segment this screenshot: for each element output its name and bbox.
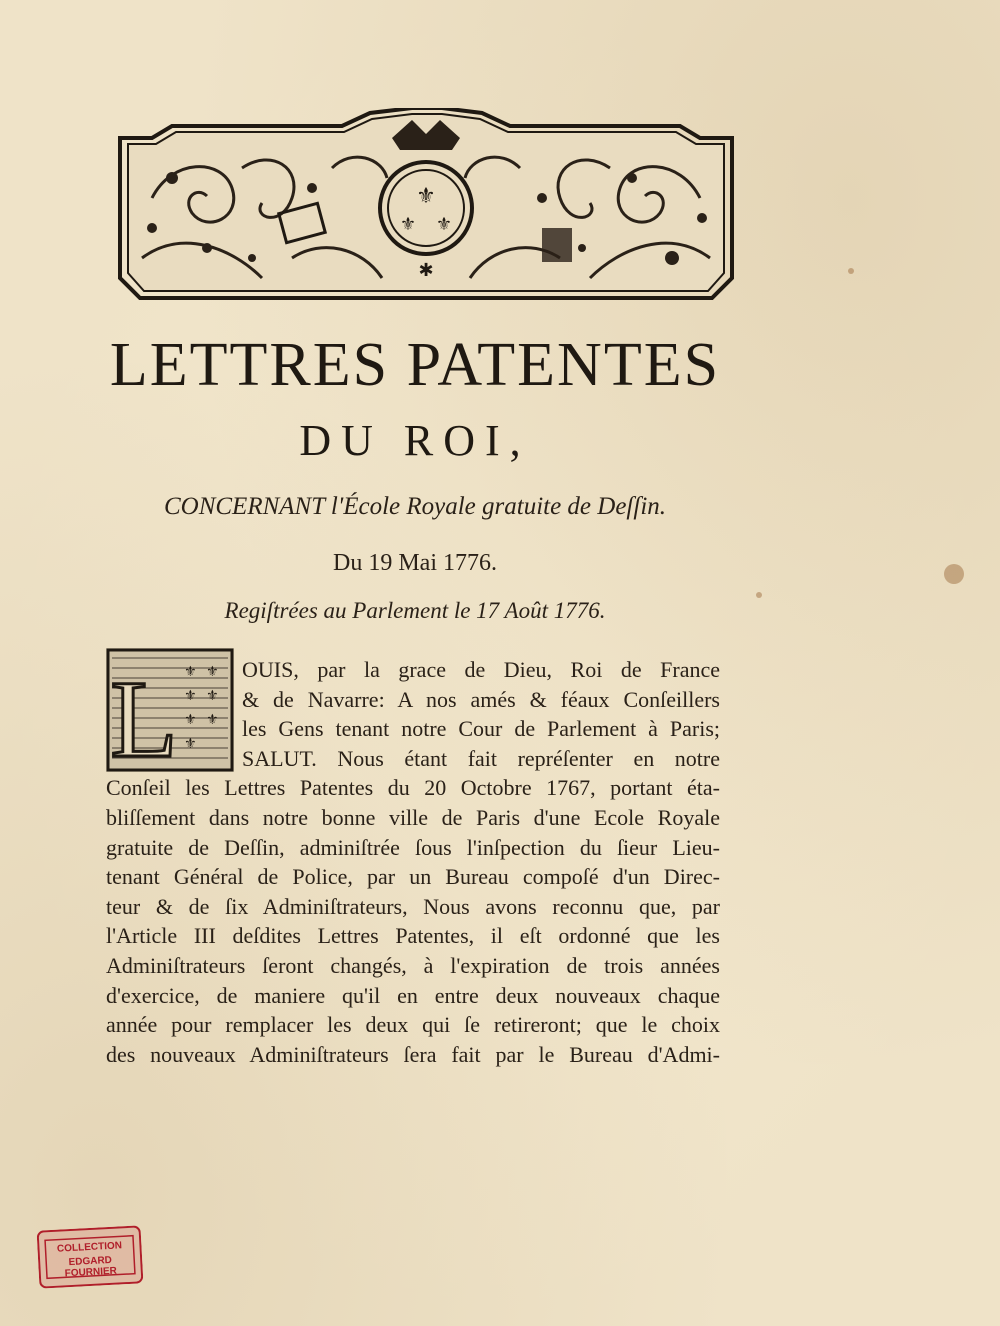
document-subtitle: DU ROI, [299, 416, 531, 465]
body-line: l'Article III deſdites Lettres Patentes, il eſt ordonné que les [106, 923, 720, 949]
date-line: Du 19 Mai 1776. [333, 550, 497, 576]
body-text [106, 655, 720, 1069]
concernant-line: CONCERNANT l'École Royale gratuite de Deſſin. [163, 493, 667, 520]
body-line: année pour remplacer les deux qui ſe retireront; que le choix [106, 1012, 720, 1038]
dropcap-glyph: L [110, 658, 178, 772]
body-line: teur & de ſix Adminiſtrateurs, Nous avons reconnu que, par [106, 893, 720, 919]
paper-stain [848, 268, 854, 274]
body-line: les Gens tenant notre Cour de Parlement à Paris; [242, 716, 720, 742]
svg-text:⚜: ⚜ [206, 664, 219, 680]
svg-text:⚜: ⚜ [435, 214, 453, 235]
svg-text:⚜: ⚜ [399, 214, 417, 235]
svg-text:✱: ✱ [418, 260, 434, 281]
paper-stain [756, 592, 762, 598]
body-line: bliſſement dans notre bonne ville de Paris d'une Ecole Royale [106, 804, 720, 830]
body-line: Adminiſtrateurs ſeront changés, à l'expiration de trois années [106, 952, 720, 978]
svg-text:⚜: ⚜ [184, 664, 197, 680]
body-line: SALUT. Nous étant fait repréſenter en notre [242, 745, 720, 771]
registration-line: Regiſtrées au Parlement le 17 Août 1776. [224, 598, 606, 623]
body-line: d'exercice, de maniere qu'il en entre deux nouveaux chaque [106, 982, 720, 1008]
svg-text:⚜: ⚜ [206, 688, 219, 704]
svg-text:⚜: ⚜ [206, 712, 219, 728]
body-line: des nouveaux Adminiſtrateurs ſera fait par le Bureau d'Admi- [106, 1041, 720, 1067]
body-line: tenant Général de Police, par un Bureau compoſé d'un Direc- [106, 864, 720, 890]
svg-text:⚜: ⚜ [184, 712, 197, 728]
collection-stamp [37, 1225, 144, 1288]
stamp-line-1: COLLECTION [56, 1240, 123, 1255]
stamp-line-2: EDGARD FOURNIER [64, 1254, 118, 1280]
ornamental-headpiece [112, 108, 740, 308]
paper-stain [944, 564, 964, 584]
body-line: OUIS, par la grace de Dieu, Roi de France [242, 657, 720, 682]
body-line: gratuite de Deſſin, adminiſtrée ſous l'inſpection du ſieur Lieu- [106, 834, 720, 860]
svg-text:⚜: ⚜ [184, 736, 197, 752]
body-line: & de Navarre: A nos amés & féaux Conſeillers [242, 686, 720, 712]
body-line: Conſeil les Lettres Patentes du 20 Octobre 1767, portant éta- [106, 775, 720, 801]
svg-text:⚜: ⚜ [416, 184, 436, 209]
svg-text:⚜: ⚜ [184, 688, 197, 704]
document-title: LETTRES PATENTES [109, 331, 721, 399]
